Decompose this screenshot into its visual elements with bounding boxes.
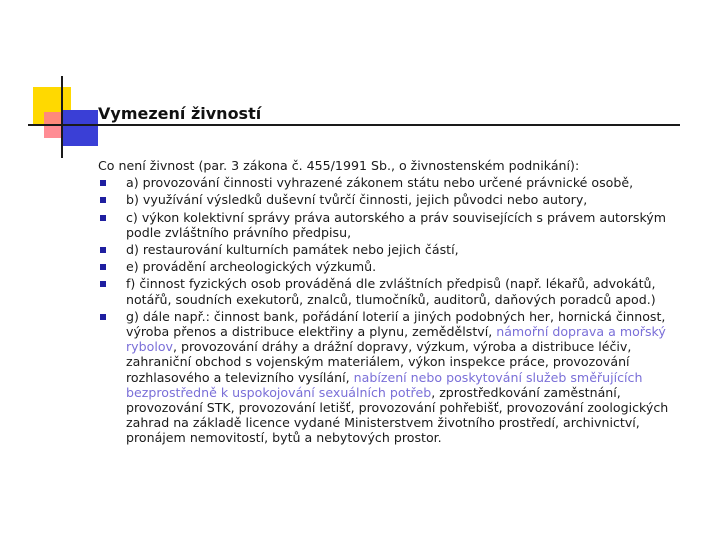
list-item bbox=[98, 210, 698, 240]
list-item-text: b) využívání výsledků duševní tvůrčí činnosti, jejich původci nebo autory, bbox=[126, 192, 588, 208]
list-item bbox=[98, 276, 698, 306]
square-bullet-icon bbox=[100, 314, 106, 320]
square-bullet-icon bbox=[100, 197, 106, 203]
list-item bbox=[98, 259, 698, 274]
list-item bbox=[98, 309, 698, 446]
square-bullet-icon bbox=[100, 180, 106, 186]
highlighted-text: nabízení nebo poskytování služeb směřujících bezprostředně k uspokojování sexuálních potřeb bbox=[126, 369, 643, 400]
slide-content bbox=[98, 158, 698, 448]
list-item-text-part: , provozování dráhy a drážní dopravy, výzkum, výroba a distribuce léčiv, zahraniční obchod s vojenským materiálem, výkon inspekce práce, provozování rozhlasového a televizního vysílání, bbox=[126, 339, 632, 385]
highlighted-text: námořní doprava a mořský rybolov bbox=[126, 324, 666, 355]
decor-vertical-line bbox=[61, 76, 63, 158]
square-bullet-icon bbox=[100, 247, 106, 253]
list-item-text: d) restaurování kulturních památek nebo jejich částí, bbox=[126, 242, 459, 258]
list-item-text: a) provozování činnosti vyhrazené zákonem státu nebo určené právnické osobě, bbox=[126, 175, 634, 191]
list-item-text: f) činnost fyzických osob prováděná dle zvláštních předpisů (např. lékařů, advokátů, notářů, soudních exekutorů, znalců, tlumočníků, auditorů, daňových poradců apod.) bbox=[126, 276, 656, 307]
bullet-list bbox=[98, 175, 698, 445]
list-item-text: c) výkon kolektivní správy práva autorského a práv souvisejících s právem autorským podle zvláštního právního předpisu, bbox=[126, 209, 667, 240]
list-item bbox=[98, 192, 698, 207]
list-item bbox=[98, 242, 698, 257]
square-bullet-icon bbox=[100, 264, 106, 270]
intro-text: Co není živnost (par. 3 zákona č. 455/1991 Sb., o živnostenském podnikání): bbox=[98, 158, 580, 173]
list-item-text-part: g) dále např.: činnost bank, pořádání loterií a jiných podobných her, hornická činnost, výroba přenos a distribuce elektřiny a plynu, zemědělství, bbox=[126, 308, 666, 340]
slide-title: Vymezení živností bbox=[98, 104, 262, 123]
list-item-text: e) provádění archeologických výzkumů. bbox=[126, 259, 377, 275]
decor-blue-square bbox=[62, 110, 98, 146]
square-bullet-icon bbox=[100, 281, 106, 287]
list-item-text-part: , zprostředkování zaměstnání, provozování STK, provozování letišť, provozování pohřebišť, provozování zoologických zahrad na základě licence vydané Ministerstvem životního prostředí, archivnictví, pronájem nemovitostí, bytů a nebytových prostor. bbox=[126, 384, 669, 446]
decor-horizontal-line bbox=[28, 124, 680, 126]
list-item bbox=[98, 175, 698, 190]
square-bullet-icon bbox=[100, 215, 106, 221]
